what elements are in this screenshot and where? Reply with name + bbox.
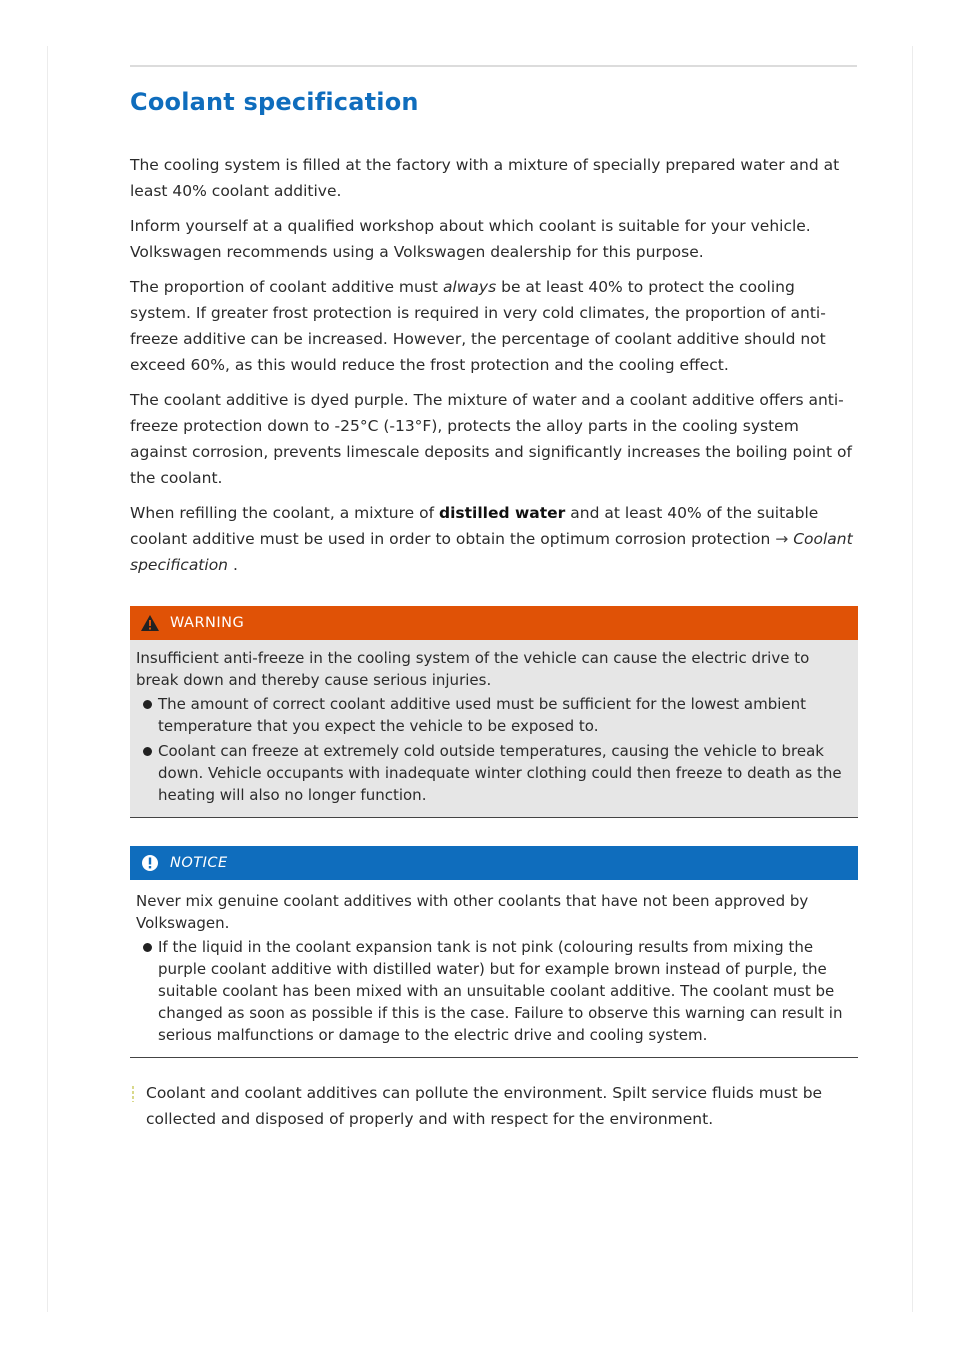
list-item: Coolant can freeze at extremely cold outside temperatures, causing the vehicle to break down. Vehicle occupants with inadequate winter clothing could then freeze to death as the heating will also no longer function. xyxy=(136,740,852,806)
right-margin-line xyxy=(912,46,913,1312)
notice-body xyxy=(130,880,858,1058)
paragraph-5-middle: and at least 40% of the suitable coolant additive must be used in order to obtain the optimum corrosion protection xyxy=(130,504,819,548)
paragraph-3-end: be at least 40% to protect the cooling system. If greater frost protection is required in very cold climates, the proportion of anti-freeze additive can be increased. However, the percentage of coolant additive should not exceed 60%, as this would reduce the frost protection and the cooling effect. xyxy=(130,278,826,374)
notice-list xyxy=(136,936,852,1046)
notice-box xyxy=(130,846,858,1058)
warning-body xyxy=(130,640,858,818)
paragraph-5-start: When refilling the coolant, a mixture of xyxy=(130,504,435,522)
warning-intro: Insufficient anti-freeze in the cooling system of the vehicle can cause the electric drive to break down and thereby cause serious injuries. xyxy=(136,649,810,689)
page-title: Coolant specification xyxy=(130,88,419,116)
paragraph-4: The coolant additive is dyed purple. The mixture of water and a coolant additive offers anti-freeze protection down to -25°C (-13°F), protects the alloy parts in the cooling system against corrosion, prevents limescale deposits and significantly increases the boiling point of the coolant. xyxy=(130,391,852,487)
paragraph-5 xyxy=(130,500,858,578)
warning-box xyxy=(130,606,858,818)
notice-exclamation-icon xyxy=(140,853,160,873)
paragraph-5-end: . xyxy=(232,556,238,574)
top-rule xyxy=(130,65,857,67)
warning-triangle-icon xyxy=(140,613,160,633)
warning-label: WARNING xyxy=(170,615,245,631)
warning-list xyxy=(136,693,852,806)
page-content xyxy=(130,88,858,1132)
paragraph-3 xyxy=(130,274,858,378)
notice-label: NOTICE xyxy=(170,855,228,871)
environment-note xyxy=(130,1080,858,1132)
notice-intro: Never mix genuine coolant additives with other coolants that have not been approved by Volkswagen. xyxy=(136,892,809,932)
environment-text: Coolant and coolant additives can pollute the environment. Spilt service fluids must be collected and disposed of properly and with respect for the environment. xyxy=(146,1084,823,1128)
emphasis-always: always xyxy=(442,278,497,296)
paragraph-3-start: The proportion of coolant additive must xyxy=(130,278,438,296)
cross-reference-arrow-icon: → xyxy=(775,530,789,548)
paragraph-1: The cooling system is filled at the factory with a mixture of specially prepared water and at least 40% coolant additive. xyxy=(130,156,840,200)
body-text xyxy=(130,152,858,578)
warning-header xyxy=(130,606,858,640)
cross-reference-link[interactable]: Coolant specification xyxy=(130,530,853,574)
environment-leaf-icon xyxy=(130,1085,138,1103)
list-item: If the liquid in the coolant expansion tank is not pink (colouring results from mixing the purple coolant additive with distilled water) but for example brown instead of purple, the suitable coolant has been mixed with an unsuitable coolant additive. The coolant must be changed as soon as possible if this is the case. Failure to observe this warning can result in serious malfunctions or damage to the electric drive and cooling system. xyxy=(136,936,852,1046)
notice-header xyxy=(130,846,858,880)
bold-distilled-water: distilled water xyxy=(438,504,566,522)
list-item: The amount of correct coolant additive used must be sufficient for the lowest ambient temperature that you expect the vehicle to be exposed to. xyxy=(136,693,852,737)
paragraph-2: Inform yourself at a qualified workshop about which coolant is suitable for your vehicle. Volkswagen recommends using a Volkswagen dealership for this purpose. xyxy=(130,217,811,261)
left-margin-line xyxy=(47,46,48,1312)
